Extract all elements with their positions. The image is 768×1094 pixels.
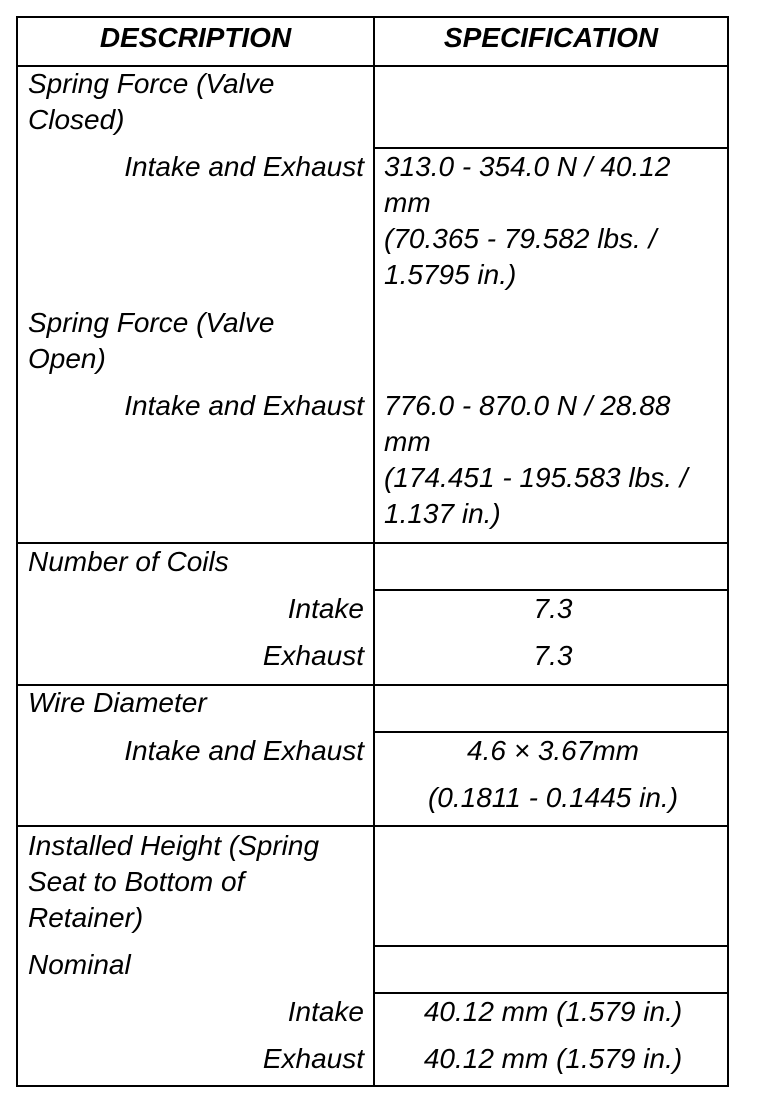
- intake-exhaust-label: Intake and Exhaust: [124, 151, 364, 182]
- spec-value: 1.137 in.): [384, 498, 501, 529]
- installed-height-exhaust-value: 40.12 mm (1.579 in.): [423, 1043, 683, 1074]
- spec-value: 313.0 - 354.0 N / 40.12: [384, 151, 671, 182]
- coils-label: Number of Coils: [28, 546, 229, 577]
- coils-exhaust-value: 7.3: [533, 640, 573, 671]
- spec-value: (174.451 - 195.583 lbs. /: [384, 462, 688, 493]
- spec-value: mm: [384, 187, 431, 218]
- exhaust-label: Exhaust: [262, 640, 364, 671]
- spring-force-closed-label: Spring Force (Valve: [28, 68, 275, 99]
- installed-height-label: Seat to Bottom of: [28, 866, 245, 897]
- spec-value: 776.0 - 870.0 N / 28.88: [384, 390, 671, 421]
- installed-height-label: Retainer): [28, 902, 144, 933]
- spec-table: [16, 16, 729, 1087]
- spec-rule: [373, 945, 727, 947]
- wire-diameter-label: Wire Diameter: [28, 687, 207, 718]
- spec-value: (70.365 - 79.582 lbs. /: [384, 223, 657, 254]
- column-divider: [373, 18, 375, 1085]
- spring-force-closed-label: Closed): [28, 104, 125, 135]
- spring-force-open-label: Open): [28, 343, 106, 374]
- intake-exhaust-label: Intake and Exhaust: [124, 390, 364, 421]
- intake-exhaust-label: Intake and Exhaust: [124, 735, 364, 766]
- exhaust-label: Exhaust: [262, 1043, 364, 1074]
- spec-value: 1.5795 in.): [384, 259, 517, 290]
- coils-intake-value: 7.3: [533, 593, 573, 624]
- intake-label: Intake: [287, 593, 364, 624]
- intake-label: Intake: [287, 996, 364, 1027]
- wire-diameter-value: 4.6 × 3.67mm: [467, 735, 639, 766]
- installed-height-label: Installed Height (Spring: [28, 830, 320, 861]
- installed-height-intake-value: 40.12 mm (1.579 in.): [423, 996, 683, 1027]
- wire-diameter-value: (0.1811 - 0.1445 in.): [427, 782, 679, 813]
- nominal-label: Nominal: [28, 949, 131, 980]
- section-rule: [18, 825, 727, 827]
- header-description: DESCRIPTION: [99, 22, 292, 53]
- spring-force-open-label: Spring Force (Valve: [28, 307, 275, 338]
- header-specification: SPECIFICATION: [443, 22, 659, 53]
- spec-value: mm: [384, 426, 431, 457]
